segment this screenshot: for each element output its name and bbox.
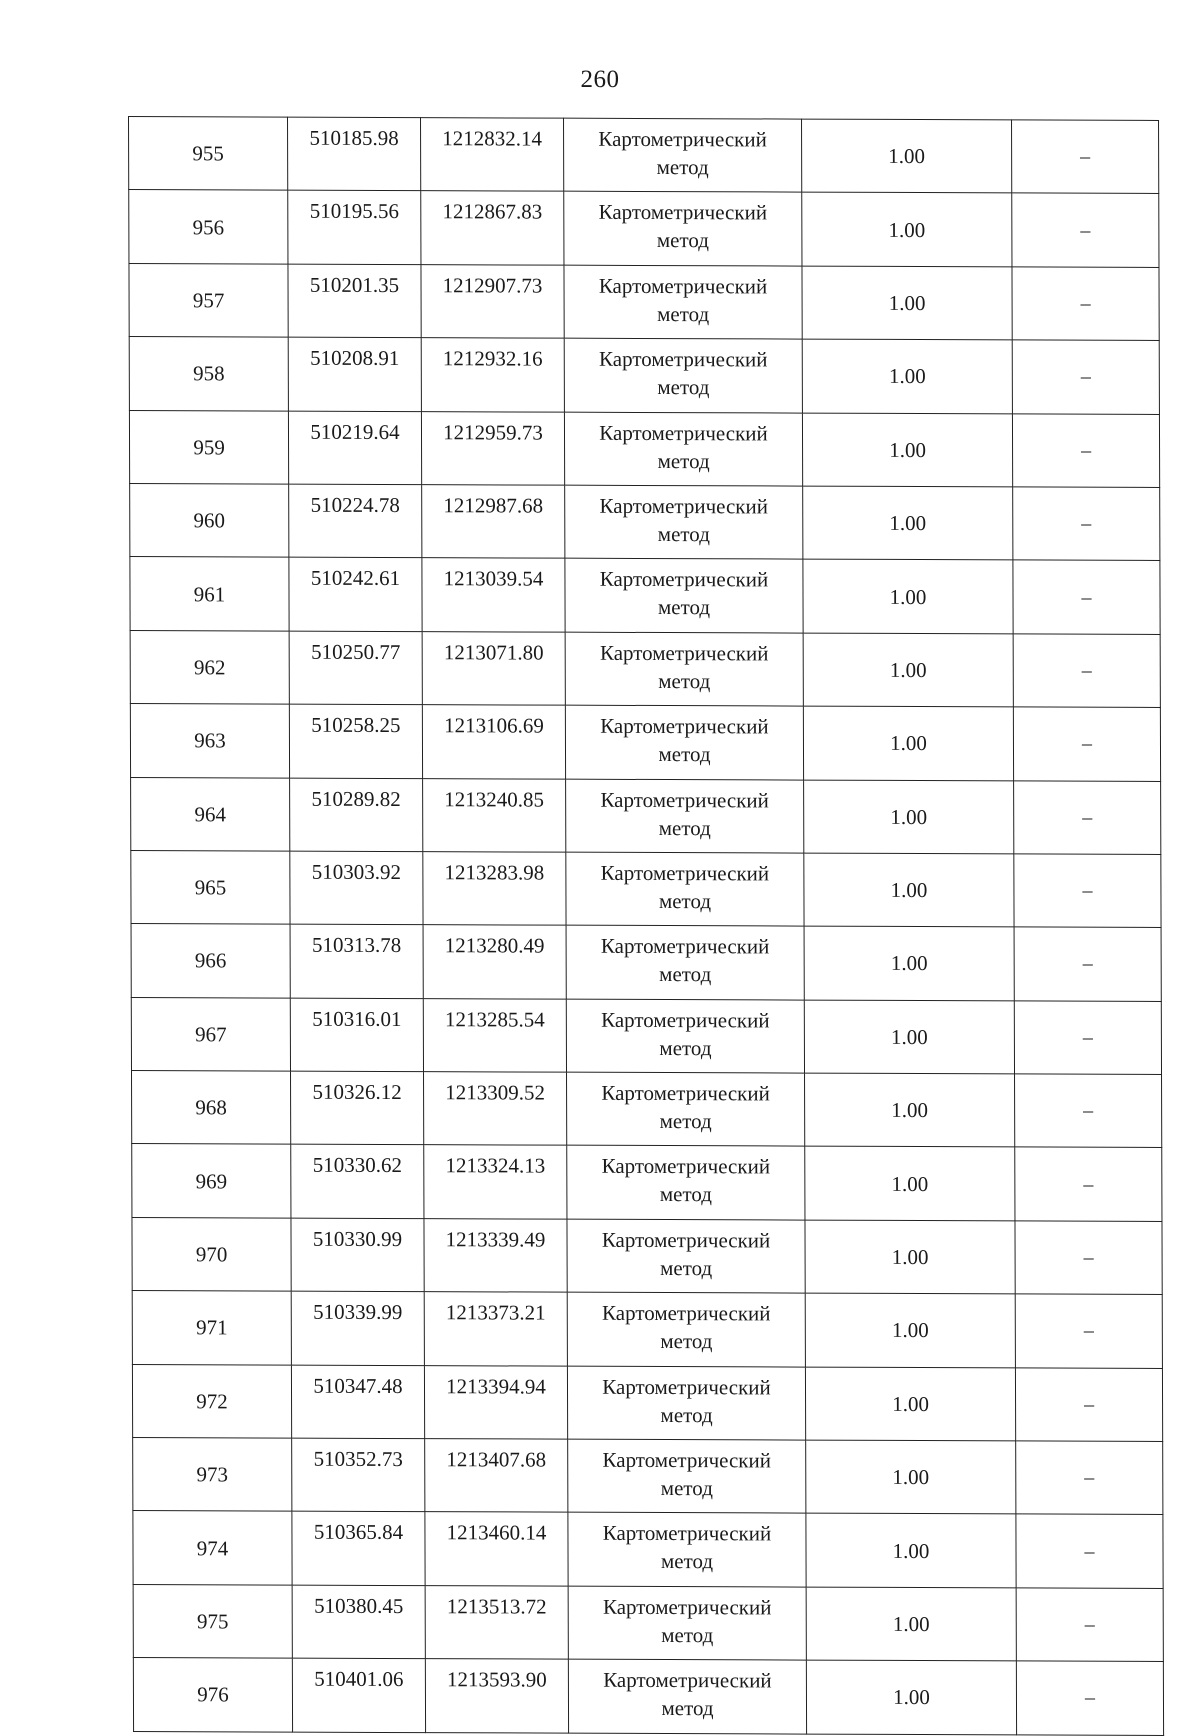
coordinate-x: 510208.91	[288, 337, 421, 411]
coordinate-y: 1213460.14	[425, 1512, 568, 1586]
method-line-2: метод	[660, 1476, 713, 1501]
coordinate-y: 1213407.68	[425, 1439, 568, 1513]
method-cell	[565, 485, 803, 559]
method-line-1: Картометрический	[600, 713, 769, 739]
point-number: 971	[132, 1291, 291, 1365]
table-row	[130, 483, 1160, 560]
coordinate-x: 510365.84	[292, 1512, 425, 1586]
method-line-1: Картометрический	[599, 420, 768, 446]
note-value: –	[1015, 1221, 1162, 1295]
method-line-2: метод	[659, 1182, 712, 1207]
accuracy-value: 1.00	[803, 706, 1013, 780]
coordinate-y: 1213394.94	[424, 1365, 567, 1439]
page-number: 260	[580, 66, 620, 93]
method-cell	[564, 265, 802, 339]
method-line-1: Картометрический	[599, 493, 769, 519]
table-row	[129, 117, 1159, 194]
table-row	[133, 1438, 1163, 1515]
note-value: –	[1012, 120, 1159, 194]
method-cell	[566, 925, 804, 999]
method-cell	[567, 1072, 805, 1146]
table-row	[130, 630, 1160, 707]
point-number: 969	[132, 1144, 291, 1218]
accuracy-value: 1.00	[805, 1220, 1015, 1294]
point-number: 957	[129, 263, 288, 337]
coordinate-y: 1213339.49	[424, 1218, 567, 1292]
coordinate-x: 510347.48	[291, 1365, 424, 1439]
coordinate-y: 1213324.13	[424, 1145, 567, 1219]
method-cell	[568, 1439, 806, 1513]
table-row	[132, 1364, 1162, 1441]
method-line-2: метод	[657, 375, 710, 400]
coordinate-x: 510289.82	[290, 778, 423, 852]
point-number: 975	[133, 1584, 292, 1658]
method-cell	[565, 559, 803, 633]
method-line-1: Картометрический	[602, 1594, 772, 1620]
coordinate-y: 1212959.73	[421, 411, 564, 485]
point-number: 972	[132, 1364, 291, 1438]
coordinate-x: 510185.98	[288, 117, 421, 191]
note-value: –	[1015, 1294, 1162, 1368]
method-cell	[567, 1219, 805, 1293]
method-cell	[567, 1146, 805, 1220]
note-value: –	[1016, 1661, 1163, 1735]
coordinate-x: 510224.78	[289, 484, 422, 558]
coordinate-x: 510330.99	[291, 1218, 424, 1292]
method-cell	[564, 118, 802, 192]
note-value: –	[1013, 634, 1160, 708]
note-value: –	[1012, 340, 1159, 414]
point-number: 965	[131, 850, 290, 924]
coordinate-y: 1212932.16	[421, 338, 564, 412]
point-number: 960	[130, 483, 289, 557]
coordinate-y: 1213240.85	[423, 778, 566, 852]
table-row	[133, 1584, 1163, 1661]
table-row	[133, 1658, 1163, 1735]
coordinate-x: 510330.62	[291, 1145, 424, 1219]
method-line-1: Картометрический	[602, 1447, 772, 1473]
accuracy-value: 1.00	[803, 559, 1013, 633]
note-value: –	[1014, 1001, 1161, 1075]
method-line-1: Картометрический	[600, 934, 770, 959]
method-line-2: метод	[659, 1109, 712, 1134]
method-line-2: метод	[657, 301, 710, 327]
note-value: –	[1012, 413, 1159, 487]
table-body	[129, 117, 1164, 1736]
coordinate-y: 1213593.90	[425, 1659, 568, 1733]
coordinate-y: 1213373.21	[424, 1292, 567, 1366]
note-value: –	[1013, 560, 1160, 634]
method-cell	[567, 1292, 805, 1366]
method-cell	[564, 338, 802, 412]
coordinate-y: 1212832.14	[421, 118, 564, 192]
method-line-1: Картометрический	[602, 1521, 772, 1546]
method-line-1: Картометрический	[600, 787, 769, 812]
point-number: 970	[132, 1217, 291, 1291]
coordinate-x: 510250.77	[289, 631, 422, 705]
coordinate-y: 1213039.54	[422, 558, 565, 632]
method-line-2: метод	[658, 888, 712, 914]
method-line-2: метод	[660, 1255, 713, 1281]
point-number: 967	[131, 997, 290, 1071]
coordinate-x: 510201.35	[288, 264, 421, 338]
table-row	[129, 337, 1159, 414]
accuracy-value: 1.00	[805, 1147, 1015, 1221]
method-line-2: метод	[656, 155, 709, 180]
method-line-2: метод	[661, 1622, 714, 1648]
coordinate-x: 510339.99	[291, 1291, 424, 1365]
coordinate-y: 1212907.73	[421, 264, 564, 338]
accuracy-value: 1.00	[804, 780, 1014, 854]
method-line-1: Картометрический	[601, 1154, 771, 1179]
coordinate-x: 510219.64	[288, 411, 421, 485]
coordinate-x: 510258.25	[289, 704, 422, 778]
coordinate-y: 1213309.52	[424, 1072, 567, 1146]
point-number: 955	[129, 117, 288, 191]
note-value: –	[1016, 1588, 1163, 1662]
method-line-2: метод	[659, 962, 712, 987]
method-line-1: Картометрический	[601, 1080, 770, 1106]
method-line-2: метод	[660, 1549, 714, 1574]
accuracy-value: 1.00	[805, 1367, 1015, 1441]
accuracy-value: 1.00	[805, 1293, 1015, 1367]
table-row	[131, 924, 1161, 1001]
method-line-1: Картометрический	[599, 640, 769, 666]
note-value: –	[1015, 1074, 1162, 1148]
coordinate-x: 510401.06	[292, 1658, 425, 1732]
method-line-1: Картометрический	[602, 1374, 771, 1400]
table-row	[129, 263, 1159, 340]
point-number: 959	[129, 410, 288, 484]
coordinate-y: 1213285.54	[423, 998, 566, 1072]
coordinate-x: 510313.78	[290, 924, 423, 998]
method-line-1: Картометрический	[601, 1007, 770, 1033]
accuracy-value: 1.00	[806, 1587, 1016, 1661]
coordinate-x: 510316.01	[290, 998, 423, 1072]
point-number: 964	[131, 777, 290, 851]
method-line-1: Картометрический	[598, 126, 767, 152]
method-cell	[567, 1366, 805, 1440]
table-row	[130, 557, 1160, 634]
coordinate-y: 1213071.80	[422, 631, 565, 705]
accuracy-value: 1.00	[802, 119, 1012, 193]
method-line-2: метод	[657, 448, 710, 473]
note-value: –	[1013, 707, 1160, 781]
method-line-1: Картометрический	[598, 200, 768, 225]
coordinate-x: 510242.61	[289, 557, 422, 631]
accuracy-value: 1.00	[803, 633, 1013, 707]
coordinate-x: 510195.56	[288, 191, 421, 265]
accuracy-value: 1.00	[802, 192, 1012, 266]
coordinate-y: 1213106.69	[422, 705, 565, 779]
coordinate-x: 510326.12	[291, 1071, 424, 1145]
method-cell	[566, 779, 804, 853]
point-number: 968	[131, 1071, 290, 1145]
note-value: –	[1014, 927, 1161, 1001]
coordinate-x: 510352.73	[292, 1438, 425, 1512]
method-cell	[564, 192, 802, 266]
method-cell	[566, 852, 804, 926]
method-line-1: Картометрический	[598, 273, 768, 299]
method-line-1: Картометрический	[603, 1667, 772, 1693]
note-value: –	[1014, 854, 1161, 928]
coordinate-x: 510380.45	[292, 1585, 425, 1659]
method-line-2: метод	[658, 742, 711, 767]
coordinate-y: 1212867.83	[421, 191, 564, 265]
accuracy-value: 1.00	[802, 266, 1012, 340]
method-line-1: Картометрический	[601, 1227, 771, 1253]
point-number: 974	[133, 1511, 292, 1585]
method-line-2: метод	[660, 1329, 713, 1354]
accuracy-value: 1.00	[802, 339, 1012, 413]
note-value: –	[1012, 193, 1159, 267]
coordinates-table	[128, 116, 1164, 1736]
point-number: 976	[133, 1658, 292, 1732]
accuracy-value: 1.00	[803, 486, 1013, 560]
method-line-2: метод	[660, 1402, 713, 1427]
table-row	[129, 410, 1159, 487]
table-row	[132, 1291, 1162, 1368]
point-number: 966	[131, 924, 290, 998]
table-row	[131, 777, 1161, 854]
method-cell	[564, 412, 802, 486]
method-line-2: метод	[661, 1696, 714, 1721]
coordinate-x: 510303.92	[290, 851, 423, 925]
accuracy-value: 1.00	[804, 926, 1014, 1000]
accuracy-value: 1.00	[806, 1513, 1016, 1587]
method-line-2: метод	[658, 668, 711, 693]
point-number: 963	[130, 704, 289, 778]
table-row	[129, 190, 1159, 267]
note-value: –	[1016, 1514, 1163, 1588]
coordinate-y: 1213513.72	[425, 1585, 568, 1659]
point-number: 973	[133, 1438, 292, 1512]
method-cell	[568, 1513, 806, 1587]
accuracy-value: 1.00	[804, 1000, 1014, 1074]
note-value: –	[1015, 1368, 1162, 1442]
table-row	[130, 704, 1160, 781]
point-number: 958	[129, 337, 288, 411]
method-cell	[565, 705, 803, 779]
method-line-1: Картометрический	[601, 1301, 771, 1326]
method-cell	[566, 999, 804, 1073]
method-line-1: Картометрический	[599, 567, 769, 592]
accuracy-value: 1.00	[806, 1440, 1016, 1514]
point-number: 956	[129, 190, 288, 264]
accuracy-value: 1.00	[802, 413, 1012, 487]
method-line-2: метод	[657, 595, 711, 620]
method-cell	[565, 632, 803, 706]
table-row	[132, 1144, 1162, 1221]
table-row	[131, 850, 1161, 927]
table-row	[133, 1511, 1163, 1588]
point-number: 961	[130, 557, 289, 631]
method-line-2: метод	[656, 228, 709, 253]
table-row	[131, 1071, 1161, 1148]
coordinate-y: 1213283.98	[423, 852, 566, 926]
accuracy-value: 1.00	[805, 1073, 1015, 1147]
note-value: –	[1016, 1441, 1163, 1515]
method-line-1: Картометрический	[598, 346, 768, 372]
note-value: –	[1013, 487, 1160, 561]
note-value: –	[1015, 1147, 1162, 1221]
table-row	[131, 997, 1161, 1074]
accuracy-value: 1.00	[806, 1660, 1016, 1734]
coordinate-y: 1212987.68	[422, 485, 565, 559]
method-cell	[568, 1586, 806, 1660]
accuracy-value: 1.00	[804, 853, 1014, 927]
coordinate-y: 1213280.49	[423, 925, 566, 999]
method-line-1: Картометрический	[600, 860, 770, 886]
method-line-2: метод	[659, 1035, 712, 1060]
method-line-2: метод	[658, 815, 711, 840]
point-number: 962	[130, 630, 289, 704]
table-row	[132, 1217, 1162, 1294]
note-value: –	[1012, 267, 1159, 341]
note-value: –	[1014, 780, 1161, 854]
method-line-2: метод	[657, 521, 710, 547]
